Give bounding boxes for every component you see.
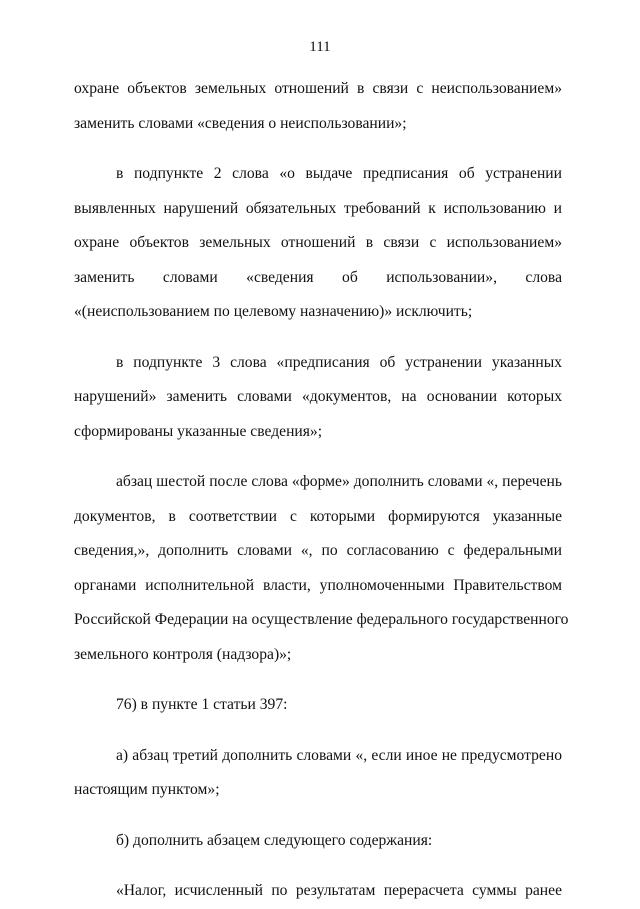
- text-line: нарушений» заменить словами «документов, на основании которых: [74, 388, 562, 405]
- text-line: в подпункте 3 слова «предписания об устранении указанных: [116, 353, 562, 371]
- paragraph: [74, 824, 562, 859]
- text-line: б) дополнить абзацем следующего содержания:: [116, 831, 433, 849]
- text-line: сведения,», дополнить словами «, по согласованию с федеральными: [74, 542, 562, 559]
- text-line: в подпункте 2 слова «о выдаче предписания об устранении: [116, 165, 562, 182]
- paragraph: [74, 465, 569, 672]
- text-line: настоящим пунктом»;: [74, 781, 220, 798]
- text-line: 76) в пункте 1 статьи 397:: [116, 696, 288, 713]
- paragraph: [74, 346, 562, 450]
- document-body: [74, 72, 569, 909]
- text-line: а) абзац третий дополнить словами «, если иное не предусмотрено: [116, 746, 562, 764]
- text-line: Российской Федерации на осуществление федерального государственного: [74, 611, 569, 628]
- text-line: заменить словами «сведения о неиспользовании»;: [74, 114, 407, 132]
- text-line: выявленных нарушений обязательных требований к использованию и: [74, 199, 562, 217]
- text-line: «Налог, исчисленный по результатам перерасчета суммы ранее: [116, 882, 562, 899]
- paragraph: [74, 739, 562, 808]
- text-line: «(неиспользованием по целевому назначению)» исключить;: [74, 303, 473, 320]
- text-line: абзац шестой после слова «форме» дополнить словами «, перечень: [116, 473, 562, 490]
- paragraph: [74, 157, 562, 330]
- text-line: земельного контроля (надзора)»;: [74, 645, 292, 663]
- text-line: охране объектов земельных отношений в связи с использованием»: [74, 234, 562, 251]
- page-number: 111: [309, 39, 331, 55]
- text-line: заменить словами «сведения об использовании», слова: [74, 268, 562, 286]
- text-line: органами исполнительной власти, уполномоченными Правительством: [74, 576, 562, 594]
- paragraph: [74, 874, 562, 909]
- text-line: охране объектов земельных отношений в связи с неиспользованием»: [74, 80, 562, 97]
- text-line: документов, в соответствии с которыми формируются указанные: [74, 507, 562, 525]
- paragraph: [74, 72, 562, 141]
- text-line: сформированы указанные сведения»;: [74, 422, 323, 440]
- paragraph: [74, 688, 562, 723]
